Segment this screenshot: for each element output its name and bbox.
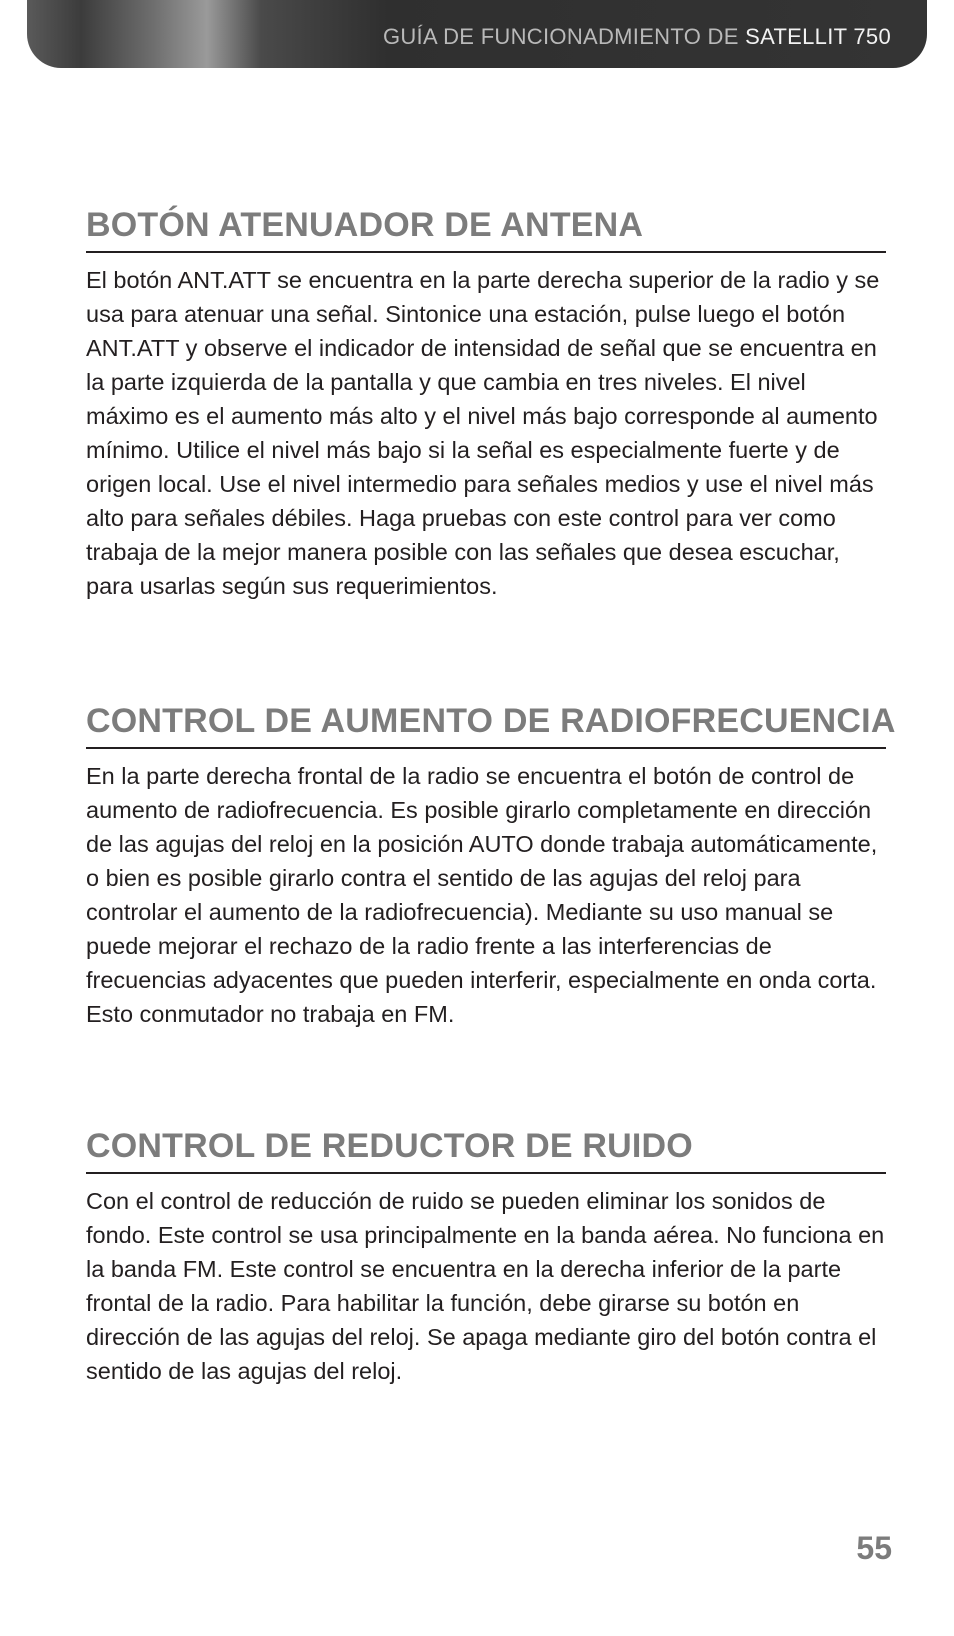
section-noise-reducer (86, 1127, 886, 1388)
section-title: CONTROL DE AUMENTO DE RADIOFRECUENCIA (86, 702, 886, 749)
section-antenna-attenuator (86, 206, 886, 603)
section-body: Con el control de reducción de ruido se pueden eliminar los sonidos de fondo. Este control se usa principalmente en la banda aérea. No funciona en la banda FM. Este control se encuentra en la derecha inferior de la parte frontal de la radio. Para habilitar la función, debe girarse su botón en dirección de las agujas del reloj. Se apaga mediante giro del botón contra el sentido de las agujas del reloj. (86, 1188, 885, 1384)
section-title: BOTÓN ATENUADOR DE ANTENA (86, 206, 886, 253)
running-header (383, 24, 891, 50)
section-body: El botón ANT.ATT se encuentra en la parte derecha superior de la radio y se usa para atenuar una señal. Sintonice una estación, pulse luego el botón ANT.ATT y observe el indicador de intensidad de señal que se encuentra en la parte izquierda de la pantalla y que cambia en tres niveles. El nivel máximo es el aumento más alto y el nivel más bajo corresponde al aumento mínimo. Utilice el nivel más bajo si la señal es especialmente fuerte y de origen local. Use el nivel intermedio para señales medios y use el nivel más alto para señales débiles. Haga pruebas con este control para ver como trabaja de la mejor manera posible con las señales que desea escuchar, para usarlas según sus requerimientos. (86, 267, 880, 599)
section-title: CONTROL DE REDUCTOR DE RUIDO (86, 1127, 886, 1174)
section-rf-gain-control (86, 702, 896, 1031)
section-body: En la parte derecha frontal de la radio se encuentra el botón de control de aumento de radiofrecuencia. Es posible girarlo completamente en dirección de las agujas del reloj en la posición AUTO donde trabaja automáticamente, o bien es posible girarlo contra el sentido de las agujas del reloj para controlar el aumento de la radiofrecuencia). Mediante su uso manual se puede mejorar el rechazo de la radio frente a las interferencias de frecuencias adyacentes que pueden interferir, especialmente en onda corta. Esto conmutador no trabaja en FM. (86, 763, 878, 1027)
header-bar (27, 0, 927, 68)
page-number: 55 (856, 1530, 892, 1566)
header-prefix: GUÍA DE FUNCIONADMIENTO DE (382, 24, 739, 49)
header-model: SATELLIT 750 (745, 24, 891, 49)
